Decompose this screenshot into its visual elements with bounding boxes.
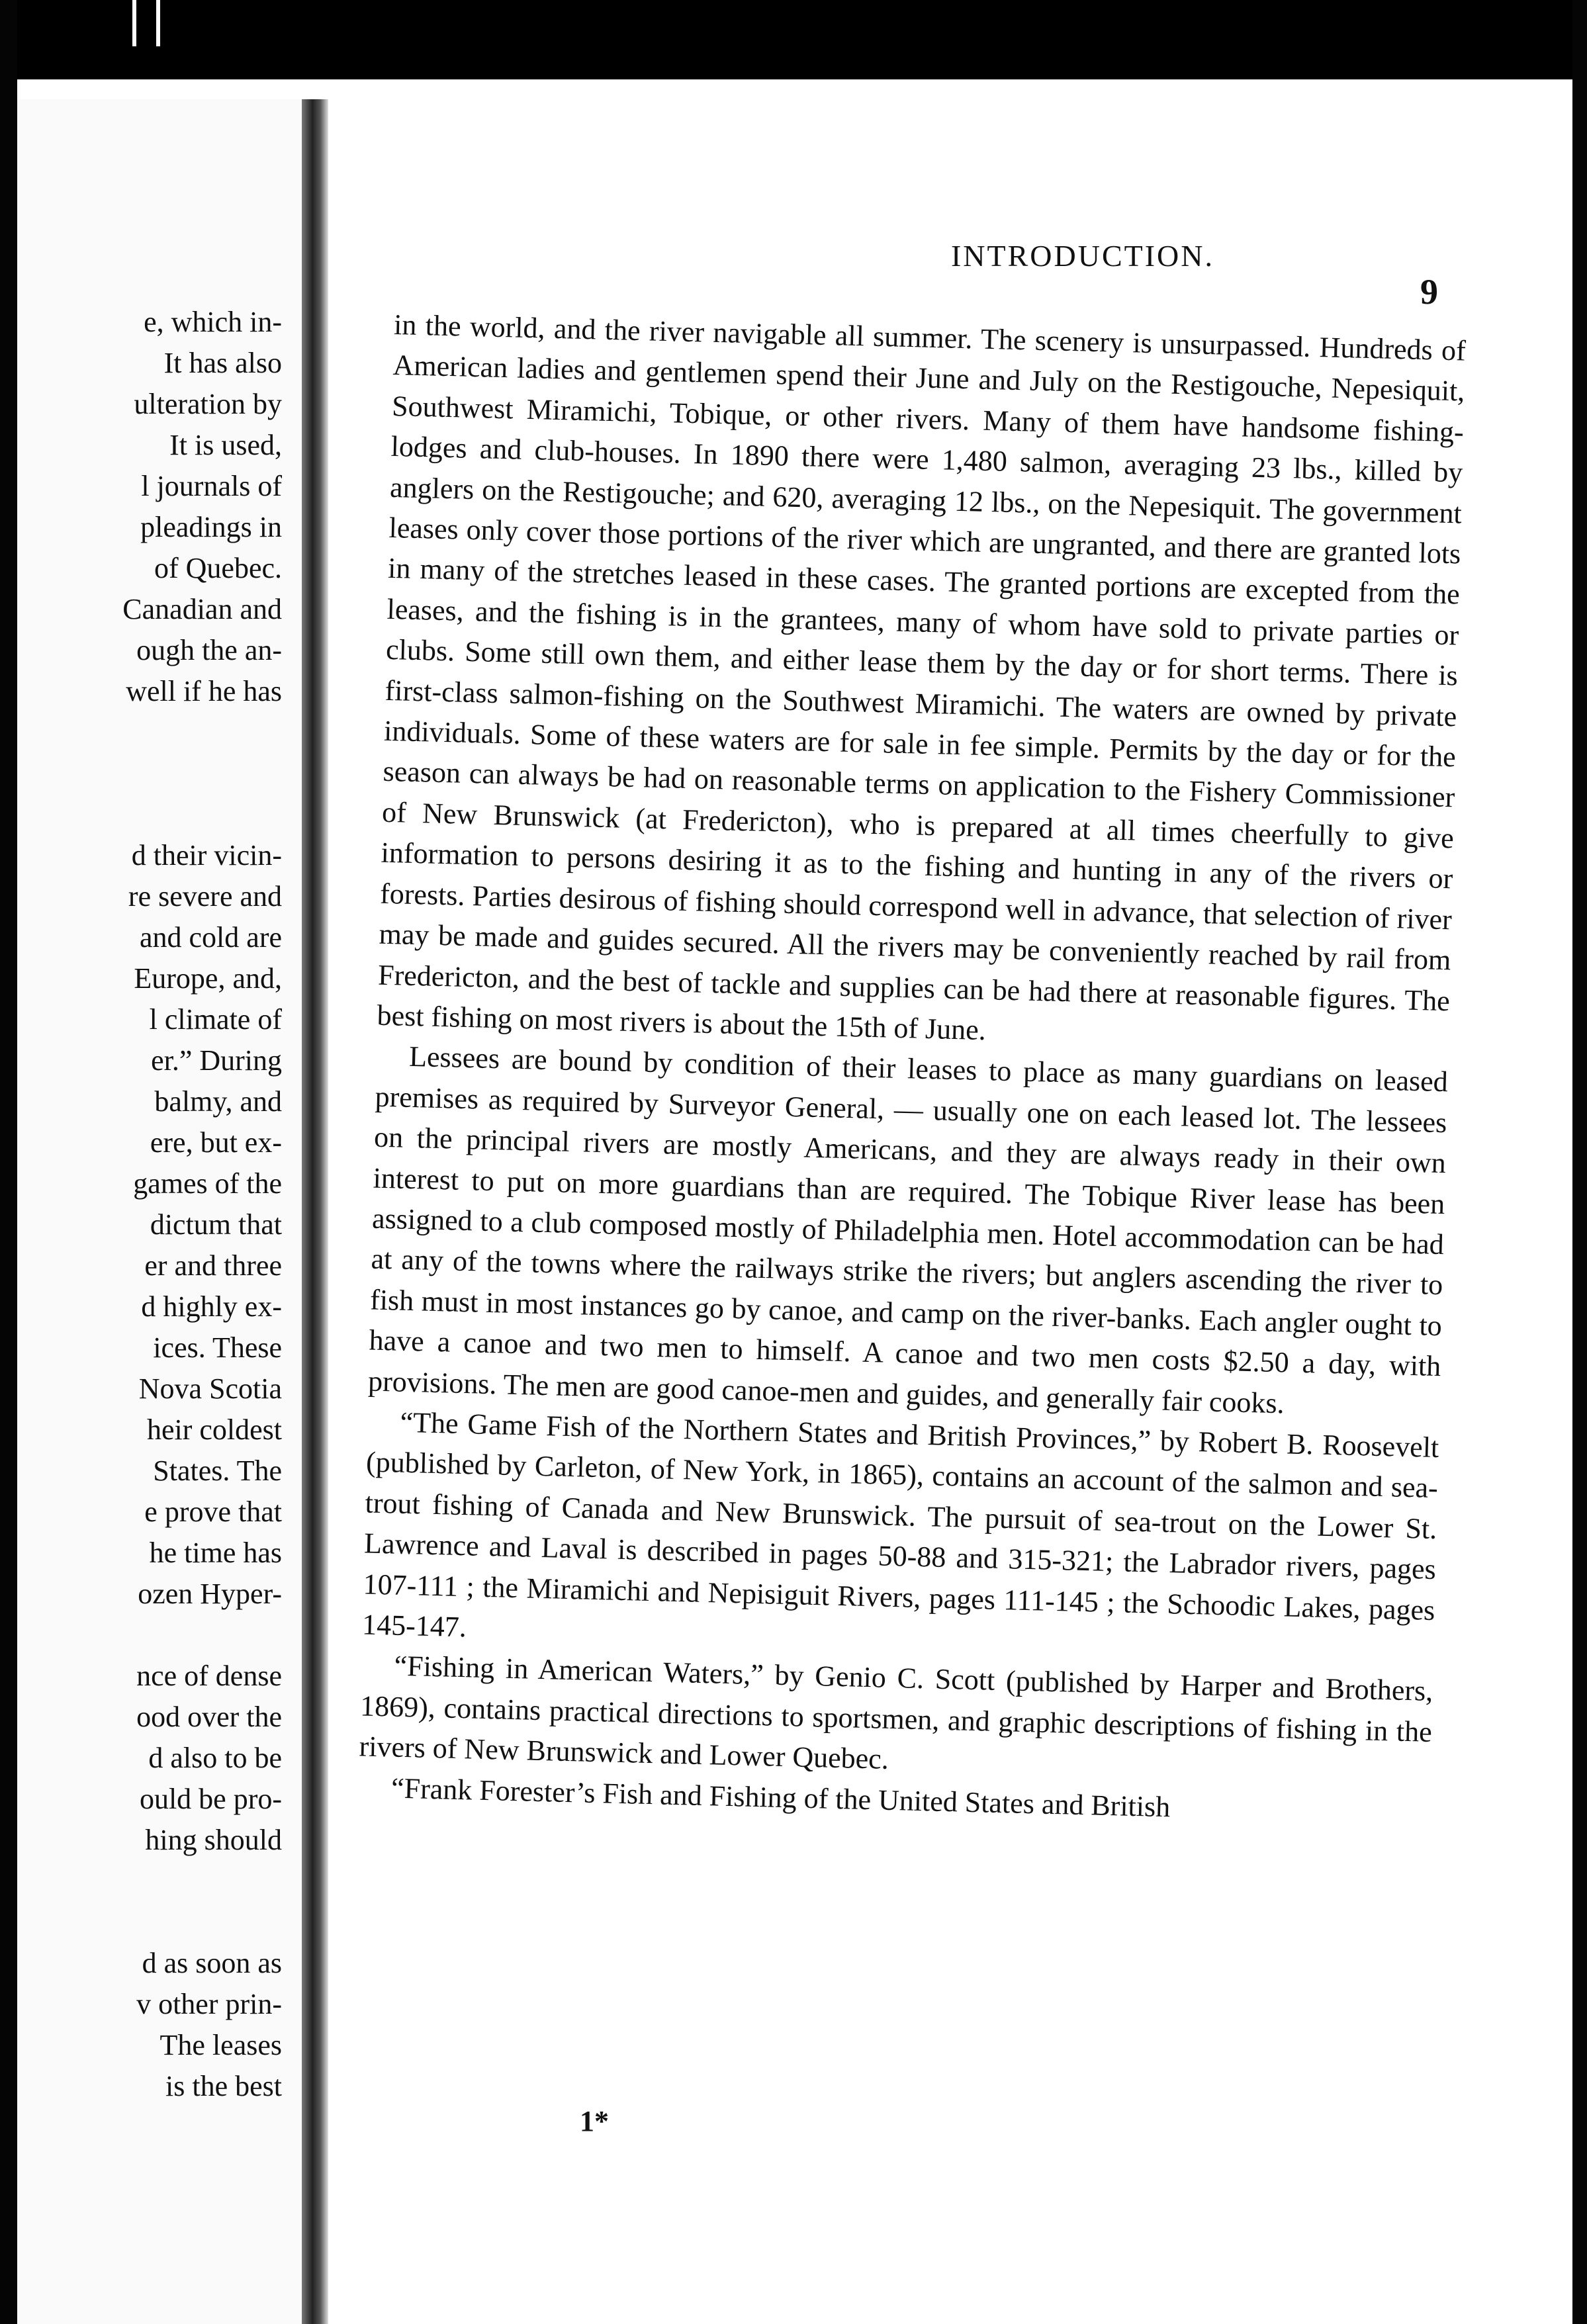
left-line: d as soon as bbox=[142, 1947, 282, 1979]
paragraph: Lessees are bound by condition of their leases to place as many guardians on leased premises as required by Surveyor General, — usually one on each leased lot. The lessees on the principal rivers are mostly Americans, and they are always ready in their own interest to put on more guardians than are required. The Tobique River lease has been assigned to a club composed mostly of Philadelphia men. Hotel accommodation can be had at any of the towns where the railways strike the rivers; but anglers ascending the river to fish must in most instances go by canoe, and camp on the river-banks. Each angler ought to have a canoe and two men to himself. A canoe and two men costs $2.50 a day, with provisions. The men are good canoe-men and guides, and generally fair cooks. bbox=[367, 1040, 1449, 1419]
left-line: games of the bbox=[133, 1167, 282, 1200]
paragraph: “Frank Forester’s Fish and Fishing of the United States and British bbox=[390, 1771, 1171, 1823]
left-line: dictum that bbox=[150, 1208, 282, 1241]
scan-left-edge bbox=[0, 0, 17, 2324]
left-line: l journals of bbox=[141, 470, 282, 502]
body-text bbox=[357, 304, 1466, 1834]
left-line: d also to be bbox=[148, 1742, 282, 1774]
left-line: Europe, and, bbox=[134, 962, 282, 995]
left-facing-page bbox=[17, 99, 302, 2324]
paragraph: “Fishing in American Waters,” by Genio C. Scott (published by Harper and Brothers, 1869), contains practical directions to sportsmen, and graphic descriptions of fishing in the rivers of New Brunswick and Lower Quebec. bbox=[359, 1650, 1433, 1776]
left-line: er and three bbox=[144, 1249, 282, 1282]
signature-mark: 1* bbox=[580, 2105, 609, 2137]
scan-top-band bbox=[0, 0, 1587, 79]
left-line: er.” During bbox=[151, 1044, 282, 1077]
running-header: INTRODUCTION. bbox=[950, 239, 1214, 273]
left-page-text bbox=[17, 302, 282, 2107]
paragraph: “The Game Fish of the Northern States and British Provinces,” by Robert B. Roosevelt (published by Carleton, of New York, in 1865), contains an account of the salmon and sea-trout fishing of Canada and New Brunswick. The pursuit of sea-trout on the Lower St. Lawrence and Laval is described in pages 50-88 and 315-321; the Labrador rivers, pages 107-111 ; the Miramichi and Nepisiguit Rivers, pages 111-145 ; the Schoodic Lakes, pages 145-147. bbox=[361, 1406, 1439, 1644]
left-line: ices. These bbox=[153, 1331, 282, 1364]
right-page bbox=[328, 99, 1572, 2324]
left-line: pleadings in bbox=[140, 511, 282, 543]
left-line: and cold are bbox=[140, 921, 282, 954]
left-line: States. The bbox=[153, 1454, 282, 1487]
left-line: ulteration by bbox=[134, 388, 282, 420]
book-gutter bbox=[302, 99, 328, 2324]
left-line: balmy, and bbox=[154, 1085, 282, 1118]
left-line: It is used, bbox=[169, 429, 282, 461]
left-line: re severe and bbox=[128, 880, 282, 913]
left-line: is the best bbox=[165, 2070, 282, 2102]
left-line: e, which in- bbox=[144, 306, 282, 338]
left-line: nce of dense bbox=[136, 1660, 282, 1692]
scan-tick bbox=[156, 0, 160, 46]
scan-right-edge bbox=[1572, 0, 1587, 2324]
left-line: l climate of bbox=[149, 1003, 282, 1036]
left-line: d their vicin- bbox=[131, 839, 282, 871]
left-line: The leases bbox=[159, 2029, 282, 2061]
left-line: well if he has bbox=[126, 675, 282, 707]
left-line: ood over the bbox=[136, 1701, 282, 1733]
left-line: d highly ex- bbox=[141, 1290, 282, 1323]
left-line: ould be pro- bbox=[139, 1783, 282, 1815]
left-line: v other prin- bbox=[136, 1988, 282, 2020]
left-line: Nova Scotia bbox=[138, 1372, 282, 1405]
left-line: Canadian and bbox=[122, 593, 282, 625]
left-line: ough the an- bbox=[136, 634, 282, 666]
left-line: e prove that bbox=[144, 1496, 282, 1528]
page-number: 9 bbox=[1420, 272, 1438, 312]
paragraph: in the world, and the river navigable all summer. The scenery is unsurpassed. Hundreds of American ladies and gentlemen spend their June and July on the Restigouche, Nepesiquit, Southwest Miramichi, Tobique, or other rivers. Many of them have handsome fishing-lodges and club-houses. In 1890 there were 1,480 salmon, averaging 23 lbs., killed by anglers on the Restigouche; and 620, averaging 12 lbs., on the Nepesiquit. The government leases only cover those portions of the river which are ungranted, and there are granted lots in many of the stretches leased in these cases. The granted portions are excepted from the leases, and the fishing is in the grantees, many of whom have sold to private parties or clubs. Some still own them, and either lease them by the day or for short terms. There is first-class salmon-fishing on the Southwest Miramichi. The waters are owned by private individuals. Some of these waters are for sale in fee simple. Permits by the day or for the season can always be had on reasonable terms on application to the Fishery Commissioner of New Brunswick (at Fredericton), who is prepared at all times cheerfully to give information to persons desiring it as to the fishing and hunting in any of the rivers or forests. Parties desirous of fishing should correspond well in advance, that selection of river may be made and guides secured. All the rivers may be conveniently reached by rail from Fredericton, and the best of tackle and supplies can be had there at reasonable figures. The best fishing on most rivers is about the 15th of June. bbox=[377, 308, 1467, 1047]
left-line: of Quebec. bbox=[154, 552, 282, 584]
left-line: he time has bbox=[149, 1537, 282, 1569]
left-line: It has also bbox=[163, 347, 282, 379]
left-line: heir coldest bbox=[146, 1413, 282, 1446]
left-line: hing should bbox=[145, 1824, 282, 1856]
left-line: ere, but ex- bbox=[150, 1126, 282, 1159]
left-line: ozen Hyper- bbox=[138, 1578, 282, 1610]
scan-tick bbox=[132, 0, 136, 46]
